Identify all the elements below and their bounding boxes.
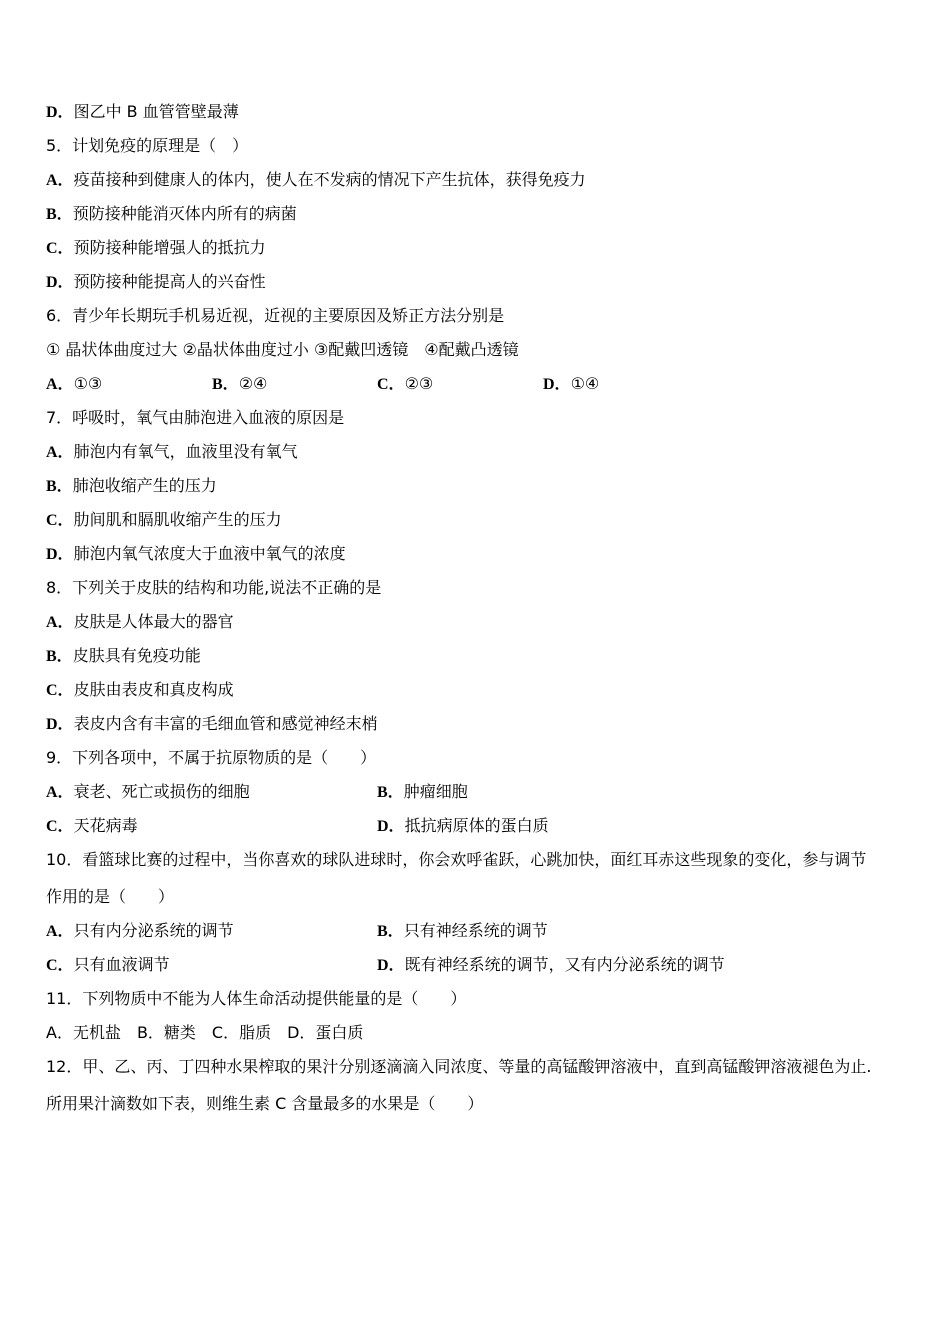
option-letter: C． — [377, 376, 405, 393]
q8-option-d — [46, 714, 378, 735]
option-letter: B． — [46, 206, 73, 223]
q6-statements: ① 晶状体曲度过大 ②晶状体曲度过小 ③配戴凹透镜 ④配戴凸透镜 — [46, 340, 519, 359]
option-letter: B． — [377, 923, 404, 940]
q6-option-b — [212, 374, 267, 395]
q9-option-b — [377, 782, 468, 803]
option-text: 抵抗病原体的蛋白质 — [404, 816, 549, 835]
option-letter: B． — [377, 784, 404, 801]
option-text: 只有血液调节 — [73, 955, 170, 974]
q6-option-d — [543, 374, 599, 395]
question-11: 11．下列物质中不能为人体生命活动提供能量的是（ ） — [46, 989, 467, 1008]
option-text: 只有内分泌系统的调节 — [73, 921, 234, 940]
q5-option-a — [46, 170, 586, 191]
q5-option-b — [46, 204, 297, 225]
q10-option-a — [46, 921, 234, 942]
option-letter: D． — [377, 818, 405, 835]
q11-options: A．无机盐 B．糖类 C．脂质 D．蛋白质 — [46, 1023, 364, 1042]
question-7: 7．呼吸时，氧气由肺泡进入血液的原因是 — [46, 408, 345, 427]
q4-option-d — [46, 102, 239, 123]
option-letter: A． — [46, 444, 74, 461]
q9-option-c — [46, 816, 138, 837]
option-letter: D． — [46, 716, 74, 733]
option-text: 肺泡内氧气浓度大于血液中氧气的浓度 — [73, 544, 346, 563]
option-text: 图乙中 B 血管管壁最薄 — [73, 102, 239, 121]
option-text: 预防接种能提高人的兴奋性 — [73, 272, 266, 291]
option-text: 皮肤具有免疫功能 — [72, 646, 201, 665]
question-12: 12．甲、乙、丙、丁四种水果榨取的果汁分别逐滴滴入同浓度、等量的高锰酸钾溶液中，直到高锰酸钾溶液褪色为止. — [46, 1057, 872, 1076]
option-text: 肺泡收缩产生的压力 — [72, 476, 217, 495]
option-text: 疫苗接种到健康人的体内，使人在不发病的情况下产生抗体，获得免疫力 — [73, 170, 586, 189]
option-letter: D． — [46, 274, 74, 291]
option-letter: D． — [46, 546, 74, 563]
option-text: 衰老、死亡或损伤的细胞 — [73, 782, 250, 801]
q8-option-c — [46, 680, 234, 701]
question-5: 5．计划免疫的原理是（ ） — [46, 136, 249, 155]
option-letter: C． — [46, 682, 74, 699]
question-12-continued: 所用果汁滴数如下表，则维生素 C 含量最多的水果是（ ） — [46, 1094, 484, 1113]
option-letter: B． — [212, 376, 239, 393]
question-10: 10．看篮球比赛的过程中，当你喜欢的球队进球时，你会欢呼雀跃，心跳加快，面红耳赤这些现象的变化，参与调节 — [46, 850, 867, 869]
q7-option-b — [46, 476, 217, 497]
q8-option-a — [46, 612, 234, 633]
option-text: 肋间肌和膈肌收缩产生的压力 — [73, 510, 282, 529]
question-9: 9．下列各项中，不属于抗原物质的是（ ） — [46, 748, 377, 767]
option-letter: C． — [46, 957, 74, 974]
option-letter: A． — [46, 376, 74, 393]
question-10-continued: 作用的是（ ） — [46, 887, 175, 906]
q10-option-c — [46, 955, 170, 976]
option-letter: B． — [46, 648, 73, 665]
option-text: 天花病毒 — [73, 816, 138, 835]
q10-option-b — [377, 921, 548, 942]
option-text: ②③ — [404, 374, 434, 393]
q5-option-d — [46, 272, 266, 293]
q7-option-d — [46, 544, 346, 565]
q7-option-c — [46, 510, 282, 531]
q10-option-d — [377, 955, 725, 976]
option-text: 肺泡内有氧气，血液里没有氧气 — [73, 442, 298, 461]
option-text: ①③ — [73, 374, 103, 393]
option-letter: A． — [46, 923, 74, 940]
q6-option-c — [377, 374, 433, 395]
option-letter: D． — [46, 104, 74, 121]
option-text: 只有神经系统的调节 — [403, 921, 548, 940]
option-letter: A． — [46, 784, 74, 801]
option-text: 皮肤由表皮和真皮构成 — [73, 680, 234, 699]
option-letter: B． — [46, 478, 73, 495]
option-letter: C． — [46, 818, 74, 835]
option-text: ②④ — [238, 374, 268, 393]
option-text: 皮肤是人体最大的器官 — [73, 612, 234, 631]
question-6: 6．青少年长期玩手机易近视，近视的主要原因及矫正方法分别是 — [46, 306, 505, 325]
option-letter: A． — [46, 172, 74, 189]
q9-option-d — [377, 816, 549, 837]
option-letter: A． — [46, 614, 74, 631]
q5-option-c — [46, 238, 266, 259]
option-text: ①④ — [570, 374, 600, 393]
option-letter: C． — [46, 240, 74, 257]
option-letter: D． — [377, 957, 405, 974]
option-text: 既有神经系统的调节，又有内分泌系统的调节 — [404, 955, 725, 974]
option-letter: D． — [543, 376, 571, 393]
option-letter: C． — [46, 512, 74, 529]
q6-option-a — [46, 374, 102, 395]
q8-option-b — [46, 646, 201, 667]
option-text: 预防接种能消灭体内所有的病菌 — [72, 204, 297, 223]
q7-option-a — [46, 442, 298, 463]
option-text: 预防接种能增强人的抵抗力 — [73, 238, 266, 257]
q9-option-a — [46, 782, 250, 803]
option-text: 表皮内含有丰富的毛细血管和感觉神经末梢 — [73, 714, 378, 733]
question-8: 8．下列关于皮肤的结构和功能,说法不正确的是 — [46, 578, 382, 597]
option-text: 肿瘤细胞 — [403, 782, 468, 801]
